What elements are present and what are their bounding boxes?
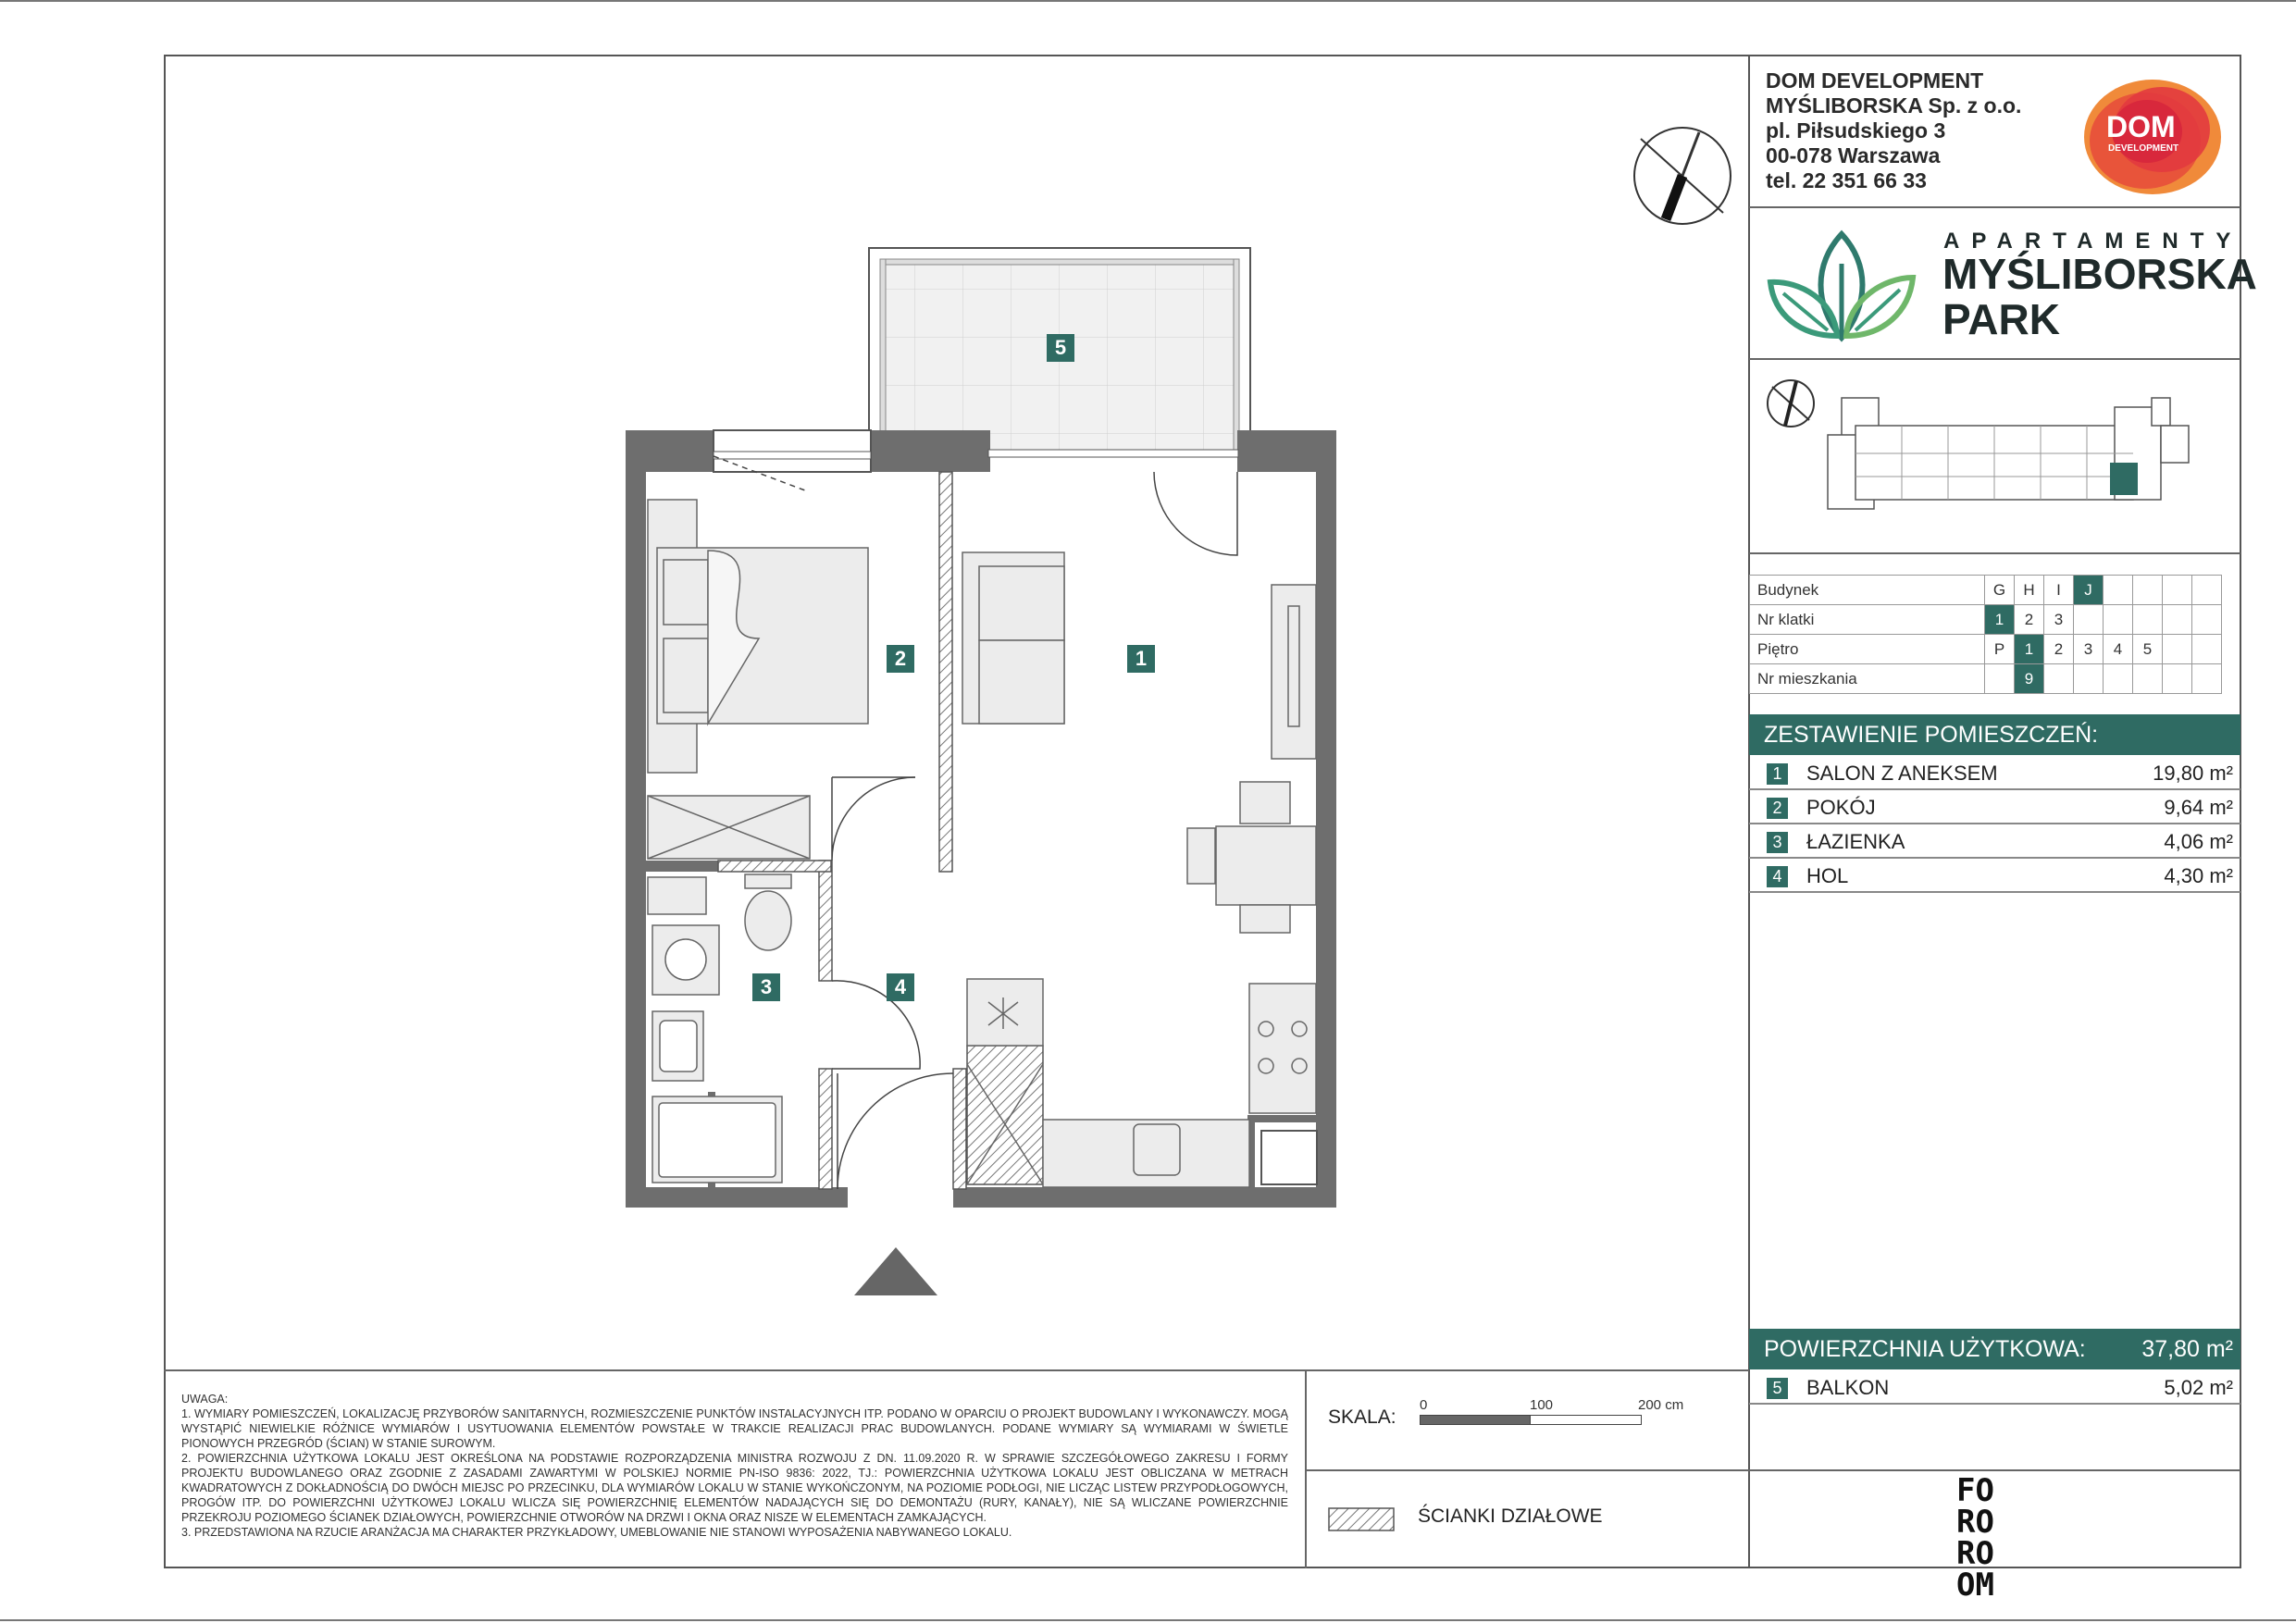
dom-development-logo [2080, 74, 2228, 199]
selector-cell-active: J [2074, 576, 2104, 605]
scale-bar-filled [1420, 1415, 1532, 1425]
scale-tick: 100 [1530, 1397, 1554, 1413]
room-area: 4,30 m² [2164, 864, 2233, 887]
room-area: 4,06 m² [2164, 830, 2233, 853]
selector-cell: 3 [2044, 605, 2074, 635]
divider [1749, 206, 2240, 208]
selector-cell: 5 [2133, 635, 2163, 664]
balcony-name: BALKON [1806, 1376, 1890, 1399]
selector-cell [2192, 576, 2222, 605]
selector-label: Budynek [1750, 576, 1985, 605]
room-number-badge: 1 [1767, 763, 1788, 785]
plan-label-hall: 4 [887, 973, 914, 1001]
entrance-arrow-icon [854, 1247, 937, 1295]
selector-cell: 2 [2015, 605, 2044, 635]
selector-cell: 3 [2074, 635, 2104, 664]
selector-cell [2192, 605, 2222, 635]
foroom-logo [1956, 1472, 1994, 1604]
usable-area-value: 37,80 m² [2141, 1336, 2233, 1362]
plan-label-living: 1 [1127, 645, 1155, 673]
room-row [1749, 825, 2240, 859]
selector-cell [2133, 664, 2163, 694]
selector-cell: 2 [2044, 635, 2074, 664]
scale-bar-empty [1530, 1415, 1642, 1425]
svg-text:DEVELOPMENT: DEVELOPMENT [2108, 143, 2179, 154]
selector-cell: H [2015, 576, 2044, 605]
note-item: 2. POWIERZCHNIA UŻYTKOWA LOKALU JEST OKREŚLONA NA PODSTAWIE ROZPORZĄDZENIA MINISTRA ROZWOJU Z DN. 11.09.2020 R. W SPRAWIE SZCZEGÓŁOWEGO ZAKRESU I FORMY PROJEKTU BUDOWLANEGO ORAZ ZGODNIE Z ZASADAMI ZAWARTYMI W POLSKIEJ NORMIE PN-ISO 9836: 2022, TJ.: POWIERZCHNIA UŻYTKOWA LOKALU JEST OBLICZANA W METRACH KWADRATOWYCH Z DOKŁADNOŚCIĄ DO DWÓCH MIEJSC PO PRZECINKU, DLA WYMIARÓW LOKALU W STANIE WYKOŃCZONYM, NA POZIOMIE PODŁOGI, NIE LICZĄC LISTEW PRZYPODŁOGOWYCH, PROGÓW ITP. DO POWIERZCHNI UŻYTKOWEJ LOKALU WLICZA SIĘ POWIERZCHNIĘ ELEMENTÓW NADAJĄCYCH SIĘ DO DEMONTAŻU (RURY, KANAŁY), NIE SĄ WLICZANE POWIERZCHNIE PRZEKROJU POZIOMEGO ŚCIANEK DZIAŁOWYCH, POWIERZCHNIE OTWORÓW NA DRZWI I OKNA ORAZ NISZE W ELEMENTACH ZAMKAJĄCYCH. [181, 1452, 1288, 1524]
room-row [1749, 791, 2240, 824]
selector-cell [2133, 605, 2163, 635]
company-city: 00-078 Warszawa [1766, 143, 1941, 167]
compass-icon [1634, 128, 1731, 224]
partition-wall-legend-label: ŚCIANKI DZIAŁOWE [1418, 1505, 1603, 1527]
plan-label-balcony: 5 [1047, 334, 1074, 362]
balcony-row [1749, 1371, 2240, 1405]
selector-cell: I [2044, 576, 2074, 605]
balcony-area: 5,02 m² [2164, 1376, 2233, 1399]
divider [164, 1369, 1749, 1371]
usable-area-label: POWIERZCHNIA UŻYTKOWA: [1764, 1336, 2086, 1362]
selector-cell [2133, 576, 2163, 605]
selector-cell: G [1985, 576, 2015, 605]
bottom-rule [0, 1619, 2296, 1621]
plan-label-bathroom: 3 [752, 973, 780, 1001]
foroom-line: RO [1956, 1535, 1994, 1572]
room-number-badge: 4 [1767, 866, 1788, 887]
selector-row-apartment [1750, 664, 2222, 694]
room-area: 9,64 m² [2164, 796, 2233, 819]
foroom-line: RO [1956, 1504, 1994, 1541]
selector-row-floor [1750, 635, 2222, 664]
note-item: 3. PRZEDSTAWIONA NA RZUCIE ARANŻACJA MA CHARAKTER PRZYKŁADOWY, UMEBLOWANIE NIE STANOWI WYPOSAŻENIA NABYWANEGO LOKALU. [181, 1526, 1012, 1539]
unit-selector-table [1749, 575, 2222, 694]
notes-title: UWAGA: [181, 1393, 229, 1406]
selector-row-staircase [1750, 605, 2222, 635]
note-item: 1. WYMIARY POMIESZCZEŃ, LOKALIZACJĘ PRZYBORÓW SANITARNYCH, ROZMIESZCZENIE PUNKTÓW INSTALACYJNYCH ITP. PODANO W OPARCIU O PROJEKT BUDOWLANY I WYKONAWCZY. MOGĄ WYSTĄPIĆ NIEWIELKIE RÓŻNICE WYMIARÓW I USYTUOWANIA ELEMENTÓW POWSTAŁE W TRAKCIE REALIZACJI PRAC BUDOWLANYCH. PODANE WYMIARY SĄ WYMIARAMI W ŚWIETLE PIONOWYCH PRZEGRÓD (ŚCIAN) W STANIE SUROWYM. [181, 1407, 1288, 1450]
selector-cell-active: 1 [2015, 635, 2044, 664]
foroom-line: OM [1956, 1567, 1994, 1604]
selector-cell [1985, 664, 2015, 694]
company-address [1766, 68, 2021, 193]
divider [1305, 1469, 1749, 1471]
leaf-logo-icon [1763, 227, 1920, 342]
selector-label: Nr klatki [1750, 605, 1985, 635]
selector-cell [2192, 664, 2222, 694]
site-key-plan [1763, 370, 2235, 527]
selector-cell: 4 [2104, 635, 2133, 664]
apartment-marker [2110, 463, 2138, 495]
selector-label: Nr mieszkania [1750, 664, 1985, 694]
brand-line-1: APARTAMENTY [1943, 229, 2243, 254]
selector-cell [2074, 664, 2104, 694]
bathroom-furniture [648, 874, 791, 1183]
scale-tick: 0 [1420, 1397, 1428, 1413]
selector-cell [2104, 605, 2133, 635]
divider [1749, 358, 2240, 360]
selector-cell: P [1985, 635, 2015, 664]
company-phone: tel. 22 351 66 33 [1766, 168, 1927, 192]
room-row [1749, 860, 2240, 893]
plan-label-bedroom: 2 [887, 645, 914, 673]
selector-cell [2163, 635, 2192, 664]
rooms-heading: ZESTAWIENIE POMIESZCZEŃ: [1749, 714, 2240, 755]
brand-line-3: PARK [1942, 295, 2060, 343]
scale-tick: 200 cm [1638, 1397, 1684, 1413]
divider [1749, 1469, 2240, 1471]
selector-cell [2074, 605, 2104, 635]
balcony-number-badge: 5 [1767, 1378, 1788, 1399]
selector-label: Piętro [1750, 635, 1985, 664]
usable-area-bar [1749, 1329, 2240, 1369]
selector-cell [2104, 664, 2133, 694]
selector-cell [2163, 664, 2192, 694]
room-number-badge: 2 [1767, 798, 1788, 819]
company-subname: MYŚLIBORSKA Sp. z o.o. [1766, 93, 2022, 118]
divider [1749, 552, 2240, 554]
room-name: ŁAZIENKA [1806, 830, 1905, 853]
selector-cell [2104, 576, 2133, 605]
room-number-badge: 3 [1767, 832, 1788, 853]
selector-cell [2163, 605, 2192, 635]
company-street: pl. Piłsudskiego 3 [1766, 118, 1946, 142]
selector-row-building [1750, 576, 2222, 605]
selector-cell [2044, 664, 2074, 694]
room-name: HOL [1806, 864, 1849, 887]
compass-small-icon [1768, 380, 1814, 427]
room-name: POKÓJ [1806, 796, 1876, 819]
room-name: SALON Z ANEKSEM [1806, 762, 1998, 785]
bedroom-furniture [648, 500, 868, 859]
notes [181, 1392, 1288, 1540]
partition-wall-legend-icon [1328, 1507, 1395, 1531]
selector-cell-active: 9 [2015, 664, 2044, 694]
brand-line-2: MYŚLIBORSKA [1942, 250, 2257, 298]
room-area: 19,80 m² [2153, 762, 2233, 785]
company-name: DOM DEVELOPMENT [1766, 68, 1984, 93]
foroom-line: FO [1956, 1472, 1994, 1509]
svg-text:DOM: DOM [2106, 110, 2176, 143]
selector-cell [2192, 635, 2222, 664]
scale-label: SKALA: [1328, 1406, 1396, 1428]
selector-cell-active: 1 [1985, 605, 2015, 635]
selector-cell [2163, 576, 2192, 605]
room-row [1749, 757, 2240, 790]
brand-name [1942, 252, 2257, 342]
